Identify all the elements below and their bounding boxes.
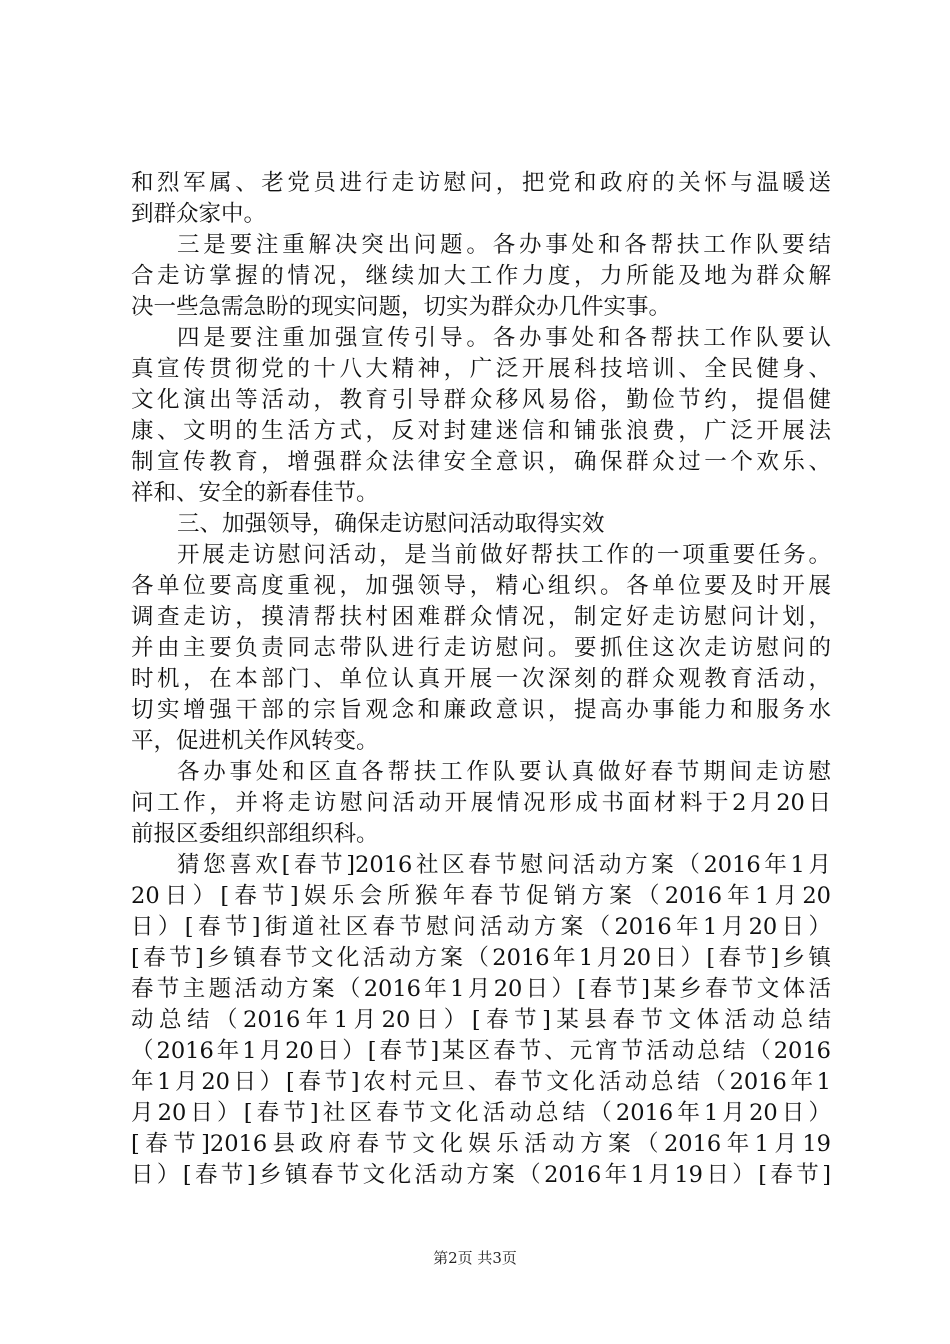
text-line: 各单位要高度重视，加强领导，精心组织。各单位要及时开展 [131, 573, 831, 599]
text-line: 真宣传贯彻党的十八大精神，广泛开展科技培训、全民健身、 [131, 356, 831, 382]
text-line: 到群众家中。 [131, 201, 267, 227]
text-line: 文化演出等活动，教育引导群众移风易俗，勤俭节约，提倡健 [131, 387, 831, 413]
related-links-line: （2016年1月20日）[春节]某区春节、元宵节活动总结（2016 [131, 1038, 831, 1064]
paragraph-start-line: 开展走访慰问活动，是当前做好帮扶工作的一项重要任务。 [177, 542, 831, 568]
related-links-line: 动总结（2016年1月20日）[春节]某县春节文体活动总结 [131, 1007, 831, 1033]
paragraph-start-line: 各办事处和区直各帮扶工作队要认真做好春节期间走访慰 [177, 759, 831, 785]
text-line: 决一些急需急盼的现实问题，切实为群众办几件实事。 [131, 294, 672, 320]
text-line: 调查走访，摸清帮扶村困难群众情况，制定好走访慰问计划， [131, 604, 831, 630]
related-links-line: 春节主题活动方案（2016年1月20日）[春节]某乡春节文体活 [131, 976, 831, 1002]
text-line: 并由主要负责同志带队进行走访慰问。要抓住这次走访慰问的 [131, 635, 831, 661]
text-line: 平，促进机关作风转变。 [131, 728, 379, 754]
paragraph-start-line: 四是要注重加强宣传引导。各办事处和各帮扶工作队要认 [177, 325, 831, 351]
document-body [131, 168, 831, 1191]
paragraph-start-line: 三是要注重解决突出问题。各办事处和各帮扶工作队要结 [177, 232, 831, 258]
text-line: 制宣传教育，增强群众法律安全意识，确保群众过一个欢乐、 [131, 449, 831, 475]
related-links-line: [春节]2016县政府春节文化娱乐活动方案（2016年1月19 [131, 1131, 831, 1157]
related-links-line: [春节]乡镇春节文化活动方案（2016年1月20日）[春节]乡镇 [131, 945, 831, 971]
text-line: 合走访掌握的情况，继续加大工作力度，力所能及地为群众解 [131, 263, 831, 289]
text-line: 时机，在本部门、单位认真开展一次深刻的群众观教育活动， [131, 666, 831, 692]
section-heading: 三、加强领导，确保走访慰问活动取得实效 [177, 511, 605, 537]
related-links-start-line: 猜您喜欢[春节]2016社区春节慰问活动方案（2016年1月 [177, 852, 831, 878]
related-links-line: 日）[春节]街道社区春节慰问活动方案（2016年1月20日） [131, 914, 831, 940]
related-links-line: 日）[春节]乡镇春节文化活动方案（2016年1月19日）[春节] [131, 1162, 831, 1188]
related-links-line: 月20日）[春节]社区春节文化活动总结（2016年1月20日） [131, 1100, 831, 1126]
text-line: 祥和、安全的新春佳节。 [131, 480, 379, 506]
related-links-line: 年1月20日）[春节]农村元旦、春节文化活动总结（2016年1 [131, 1069, 831, 1095]
related-links-line: 20日）[春节]娱乐会所猴年春节促销方案（2016年1月20 [131, 883, 831, 909]
text-line: 问工作，并将走访慰问活动开展情况形成书面材料于2月20日 [131, 790, 831, 816]
text-line: 康、文明的生活方式，反对封建迷信和铺张浪费，广泛开展法 [131, 418, 831, 444]
page-number-footer: 第2页 共3页 [433, 1249, 517, 1267]
text-line: 和烈军属、老党员进行走访慰问，把党和政府的关怀与温暖送 [131, 170, 831, 196]
text-line: 切实增强干部的宗旨观念和廉政意识，提高办事能力和服务水 [131, 697, 831, 723]
text-line: 前报区委组织部组织科。 [131, 821, 379, 847]
